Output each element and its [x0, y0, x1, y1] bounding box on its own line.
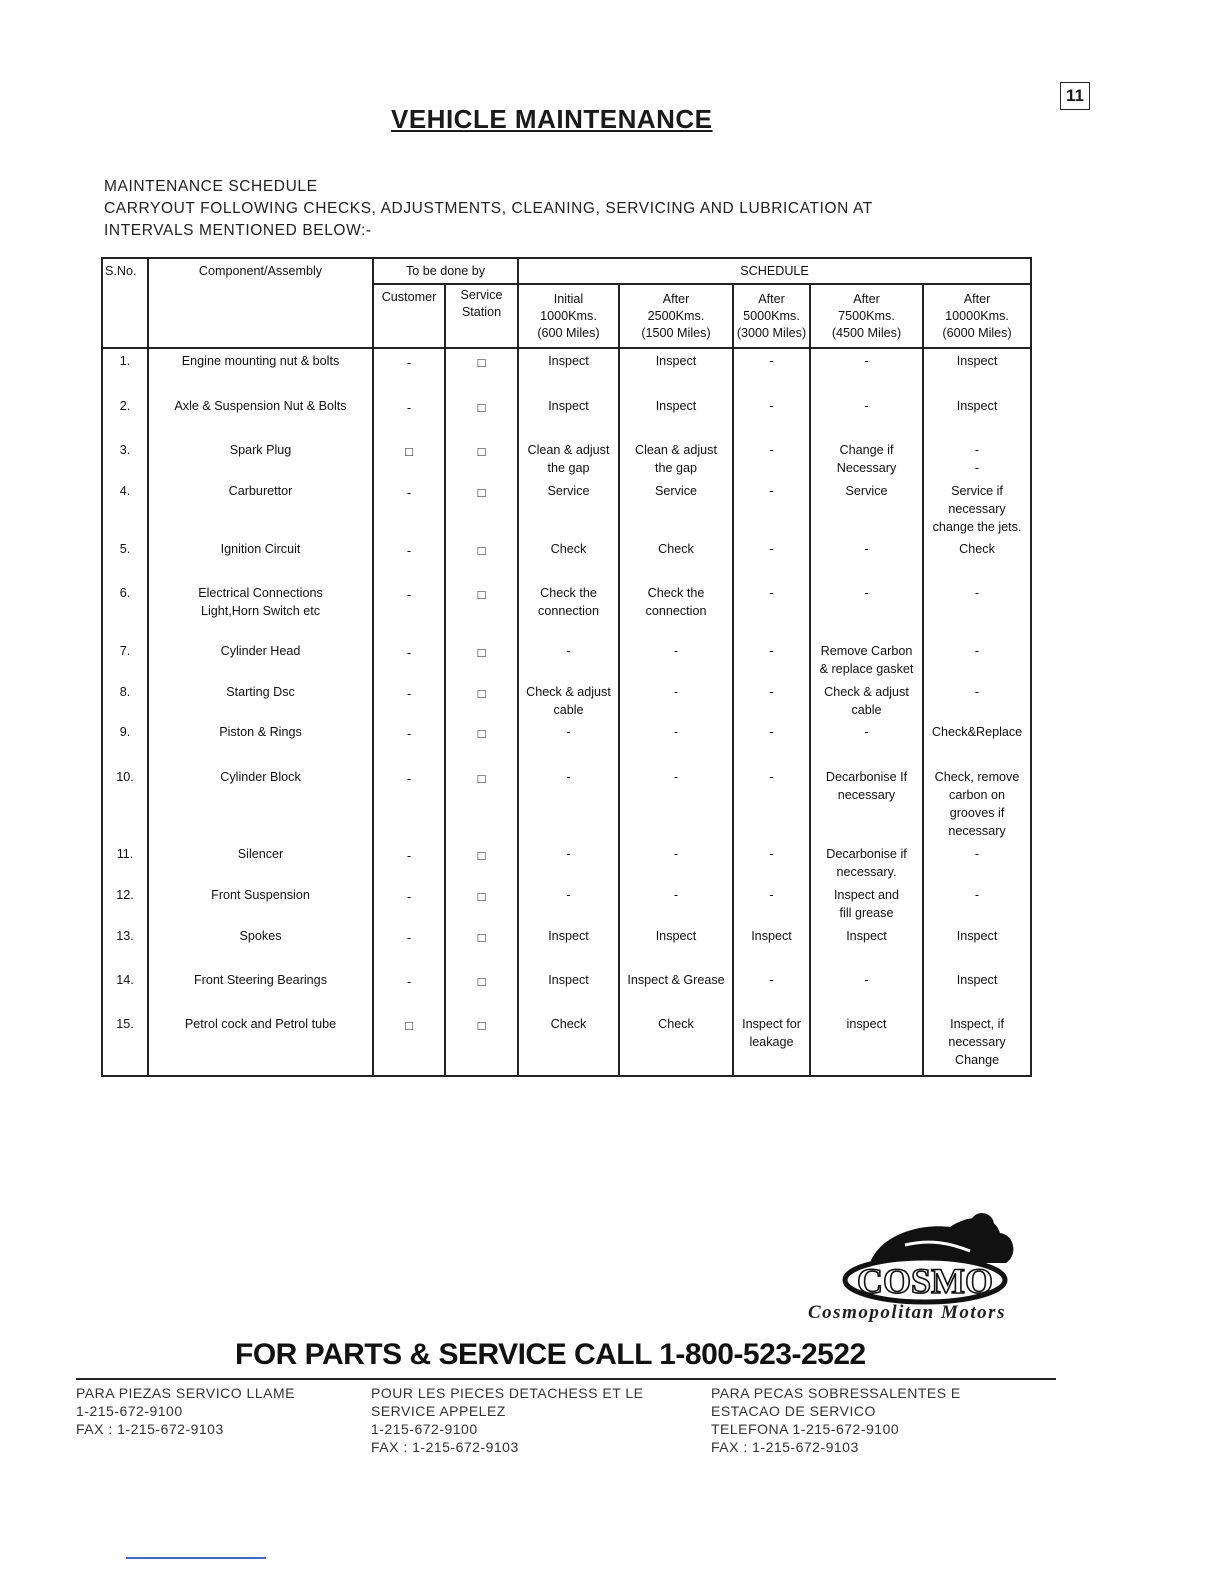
table-row: [102, 968, 1031, 1012]
header-interval-5: After 10000Kms. (6000 Miles): [923, 284, 1031, 348]
cell-interval-1: -: [518, 720, 619, 765]
cell-sno: 13.: [102, 924, 148, 968]
cell-sno: 6.: [102, 581, 148, 639]
cell-interval-4: Decarbonise If necessary: [810, 765, 923, 842]
cell-interval-5: -: [923, 842, 1031, 883]
table-row: [102, 1012, 1031, 1076]
cell-customer: -: [373, 479, 445, 537]
cell-interval-3: -: [733, 883, 810, 924]
cell-interval-4: Inspect and fill grease: [810, 883, 923, 924]
cell-interval-2: Inspect & Grease: [619, 968, 733, 1012]
cell-interval-3: -: [733, 479, 810, 537]
cell-service-station: □: [445, 581, 518, 639]
cell-interval-2: -: [619, 765, 733, 842]
cell-component: Spokes: [148, 924, 373, 968]
maintenance-schedule-table: [101, 257, 1032, 1077]
cell-sno: 12.: [102, 883, 148, 924]
cell-interval-4: -: [810, 348, 923, 394]
table-row: [102, 479, 1031, 537]
cell-customer: -: [373, 537, 445, 581]
cell-interval-2: -: [619, 680, 733, 720]
cell-customer: -: [373, 348, 445, 394]
cell-interval-5: Service if necessary change the jets.: [923, 479, 1031, 537]
cell-component: Piston & Rings: [148, 720, 373, 765]
cell-component: Silencer: [148, 842, 373, 883]
cell-interval-2: Service: [619, 479, 733, 537]
cell-interval-2: Inspect: [619, 348, 733, 394]
cell-interval-2: Inspect: [619, 924, 733, 968]
cell-interval-5: Inspect, if necessary Change: [923, 1012, 1031, 1076]
cell-interval-1: Inspect: [518, 394, 619, 438]
cell-interval-5: -: [923, 639, 1031, 680]
cell-interval-4: -: [810, 581, 923, 639]
cell-interval-5: Check&Replace: [923, 720, 1031, 765]
cell-service-station: □: [445, 1012, 518, 1076]
cell-customer: -: [373, 765, 445, 842]
cell-interval-2: Check: [619, 1012, 733, 1076]
cell-interval-3: Inspect: [733, 924, 810, 968]
cell-interval-4: Check & adjust cable: [810, 680, 923, 720]
cell-interval-3: -: [733, 438, 810, 479]
logo-word: COSMO: [856, 1261, 994, 1301]
cell-customer: □: [373, 438, 445, 479]
cell-sno: 4.: [102, 479, 148, 537]
table-row: [102, 537, 1031, 581]
cell-customer: -: [373, 581, 445, 639]
header-interval-1: Initial 1000Kms. (600 Miles): [518, 284, 619, 348]
table-row: [102, 438, 1031, 479]
footer-french: POUR LES PIECES DETACHESS ET LE SERVICE APPELEZ 1-215-672-9100 FAX : 1-215-672-9103: [371, 1385, 644, 1455]
cell-interval-2: -: [619, 720, 733, 765]
cell-interval-4: -: [810, 394, 923, 438]
cell-interval-1: Inspect: [518, 348, 619, 394]
header-to-be-done-by: To be done by: [373, 258, 518, 284]
cell-service-station: □: [445, 765, 518, 842]
cell-customer: -: [373, 639, 445, 680]
table-row: [102, 765, 1031, 842]
cell-interval-3: -: [733, 537, 810, 581]
cell-interval-1: -: [518, 765, 619, 842]
table-row: [102, 924, 1031, 968]
cell-component: Petrol cock and Petrol tube: [148, 1012, 373, 1076]
cell-interval-5: Inspect: [923, 968, 1031, 1012]
cell-interval-2: -: [619, 842, 733, 883]
cell-customer: □: [373, 1012, 445, 1076]
intro-text: [104, 176, 1044, 242]
cell-interval-1: Inspect: [518, 924, 619, 968]
cell-component: Front Suspension: [148, 883, 373, 924]
cell-interval-1: Check: [518, 1012, 619, 1076]
table-row: [102, 394, 1031, 438]
cell-interval-5: Inspect: [923, 924, 1031, 968]
cell-interval-4: -: [810, 968, 923, 1012]
cell-service-station: □: [445, 883, 518, 924]
bottom-underline: [126, 1557, 266, 1559]
cell-customer: -: [373, 883, 445, 924]
cell-customer: -: [373, 394, 445, 438]
cell-component: Axle & Suspension Nut & Bolts: [148, 394, 373, 438]
header-sno: S.No.: [102, 258, 148, 348]
parts-service-callout: FOR PARTS & SERVICE CALL 1-800-523-2522: [235, 1338, 866, 1371]
cell-service-station: □: [445, 680, 518, 720]
cell-interval-2: Clean & adjust the gap: [619, 438, 733, 479]
cell-service-station: □: [445, 968, 518, 1012]
cell-customer: -: [373, 924, 445, 968]
cell-component: Cylinder Block: [148, 765, 373, 842]
cell-interval-3: -: [733, 394, 810, 438]
intro-line: CARRYOUT FOLLOWING CHECKS, ADJUSTMENTS, CLEANING, SERVICING AND LUBRICATION AT: [104, 200, 873, 217]
cell-interval-5: Inspect: [923, 394, 1031, 438]
header-schedule: SCHEDULE: [518, 258, 1031, 284]
cell-interval-5: -: [923, 883, 1031, 924]
cell-sno: 3.: [102, 438, 148, 479]
cell-interval-3: -: [733, 680, 810, 720]
cell-sno: 5.: [102, 537, 148, 581]
cell-customer: -: [373, 720, 445, 765]
cell-service-station: □: [445, 842, 518, 883]
table-row: [102, 842, 1031, 883]
cell-interval-5: -: [923, 581, 1031, 639]
cell-interval-1: Check & adjust cable: [518, 680, 619, 720]
cell-interval-4: -: [810, 720, 923, 765]
cell-interval-4: inspect: [810, 1012, 923, 1076]
table-row: [102, 581, 1031, 639]
cell-interval-1: -: [518, 639, 619, 680]
cell-interval-4: Service: [810, 479, 923, 537]
cell-interval-3: -: [733, 639, 810, 680]
cell-customer: -: [373, 842, 445, 883]
cell-interval-4: Inspect: [810, 924, 923, 968]
header-interval-2: After 2500Kms. (1500 Miles): [619, 284, 733, 348]
cell-interval-3: -: [733, 348, 810, 394]
cell-interval-1: Check the connection: [518, 581, 619, 639]
cell-service-station: □: [445, 438, 518, 479]
cell-interval-3: -: [733, 968, 810, 1012]
cell-interval-1: Service: [518, 479, 619, 537]
header-service-station: Service Station: [445, 284, 518, 348]
header-component: Component/Assembly: [148, 258, 373, 348]
cell-service-station: □: [445, 924, 518, 968]
cell-interval-3: -: [733, 581, 810, 639]
logo-tagline: Cosmopolitan Motors: [808, 1302, 1006, 1323]
cell-interval-5: Check: [923, 537, 1031, 581]
cell-component: Ignition Circuit: [148, 537, 373, 581]
cell-interval-2: Inspect: [619, 394, 733, 438]
cell-interval-5: - -: [923, 438, 1031, 479]
cell-service-station: □: [445, 720, 518, 765]
cell-interval-4: Decarbonise if necessary.: [810, 842, 923, 883]
cell-service-station: □: [445, 479, 518, 537]
cell-interval-4: Change if Necessary: [810, 438, 923, 479]
cell-interval-2: -: [619, 639, 733, 680]
cell-sno: 1.: [102, 348, 148, 394]
cell-service-station: □: [445, 537, 518, 581]
cell-interval-4: Remove Carbon & replace gasket: [810, 639, 923, 680]
cell-interval-2: Check the connection: [619, 581, 733, 639]
cell-sno: 9.: [102, 720, 148, 765]
table-row: [102, 883, 1031, 924]
cell-interval-5: Inspect: [923, 348, 1031, 394]
table-row: [102, 720, 1031, 765]
table-row: [102, 348, 1031, 394]
cell-sno: 14.: [102, 968, 148, 1012]
cell-interval-1: Inspect: [518, 968, 619, 1012]
cell-interval-2: -: [619, 883, 733, 924]
schedule-body: [102, 348, 1031, 1076]
cell-customer: -: [373, 680, 445, 720]
page-number: 11: [1060, 82, 1090, 110]
cell-sno: 2.: [102, 394, 148, 438]
cell-component: Starting Dsc: [148, 680, 373, 720]
cell-sno: 8.: [102, 680, 148, 720]
cell-interval-2: Check: [619, 537, 733, 581]
cell-interval-1: -: [518, 883, 619, 924]
cell-interval-4: -: [810, 537, 923, 581]
cell-sno: 10.: [102, 765, 148, 842]
cell-component: Carburettor: [148, 479, 373, 537]
cell-interval-1: Check: [518, 537, 619, 581]
cell-interval-1: -: [518, 842, 619, 883]
header-interval-3: After 5000Kms. (3000 Miles): [733, 284, 810, 348]
cell-interval-5: -: [923, 680, 1031, 720]
cell-interval-5: Check, remove carbon on grooves if necessary: [923, 765, 1031, 842]
intro-line: INTERVALS MENTIONED BELOW:-: [104, 222, 372, 239]
page-title: VEHICLE MAINTENANCE: [391, 104, 713, 134]
footer-portuguese: PARA PECAS SOBRESSALENTES E ESTACAO DE SERVICO TELEFONA 1-215-672-9100 FAX : 1-215-672-9103: [711, 1385, 961, 1455]
cell-component: Cylinder Head: [148, 639, 373, 680]
cell-sno: 15.: [102, 1012, 148, 1076]
cell-service-station: □: [445, 394, 518, 438]
header-customer: Customer: [373, 284, 445, 348]
cell-interval-3: -: [733, 765, 810, 842]
cell-customer: -: [373, 968, 445, 1012]
cell-sno: 7.: [102, 639, 148, 680]
cell-component: Spark Plug: [148, 438, 373, 479]
cell-component: Engine mounting nut & bolts: [148, 348, 373, 394]
header-interval-4: After 7500Kms. (4500 Miles): [810, 284, 923, 348]
cell-component: Front Steering Bearings: [148, 968, 373, 1012]
cell-sno: 11.: [102, 842, 148, 883]
cell-service-station: □: [445, 348, 518, 394]
intro-line: MAINTENANCE SCHEDULE: [104, 178, 318, 195]
cell-interval-1: Clean & adjust the gap: [518, 438, 619, 479]
cell-interval-3: -: [733, 842, 810, 883]
table-row: [102, 639, 1031, 680]
cell-interval-3: Inspect for leakage: [733, 1012, 810, 1076]
footer-spanish: PARA PIEZAS SERVICO LLAME 1-215-672-9100 FAX : 1-215-672-9103: [76, 1385, 295, 1437]
cell-service-station: □: [445, 639, 518, 680]
cell-interval-3: -: [733, 720, 810, 765]
cell-component: Electrical Connections Light,Horn Switch etc: [148, 581, 373, 639]
table-row: [102, 680, 1031, 720]
footer-divider: [76, 1378, 1056, 1380]
